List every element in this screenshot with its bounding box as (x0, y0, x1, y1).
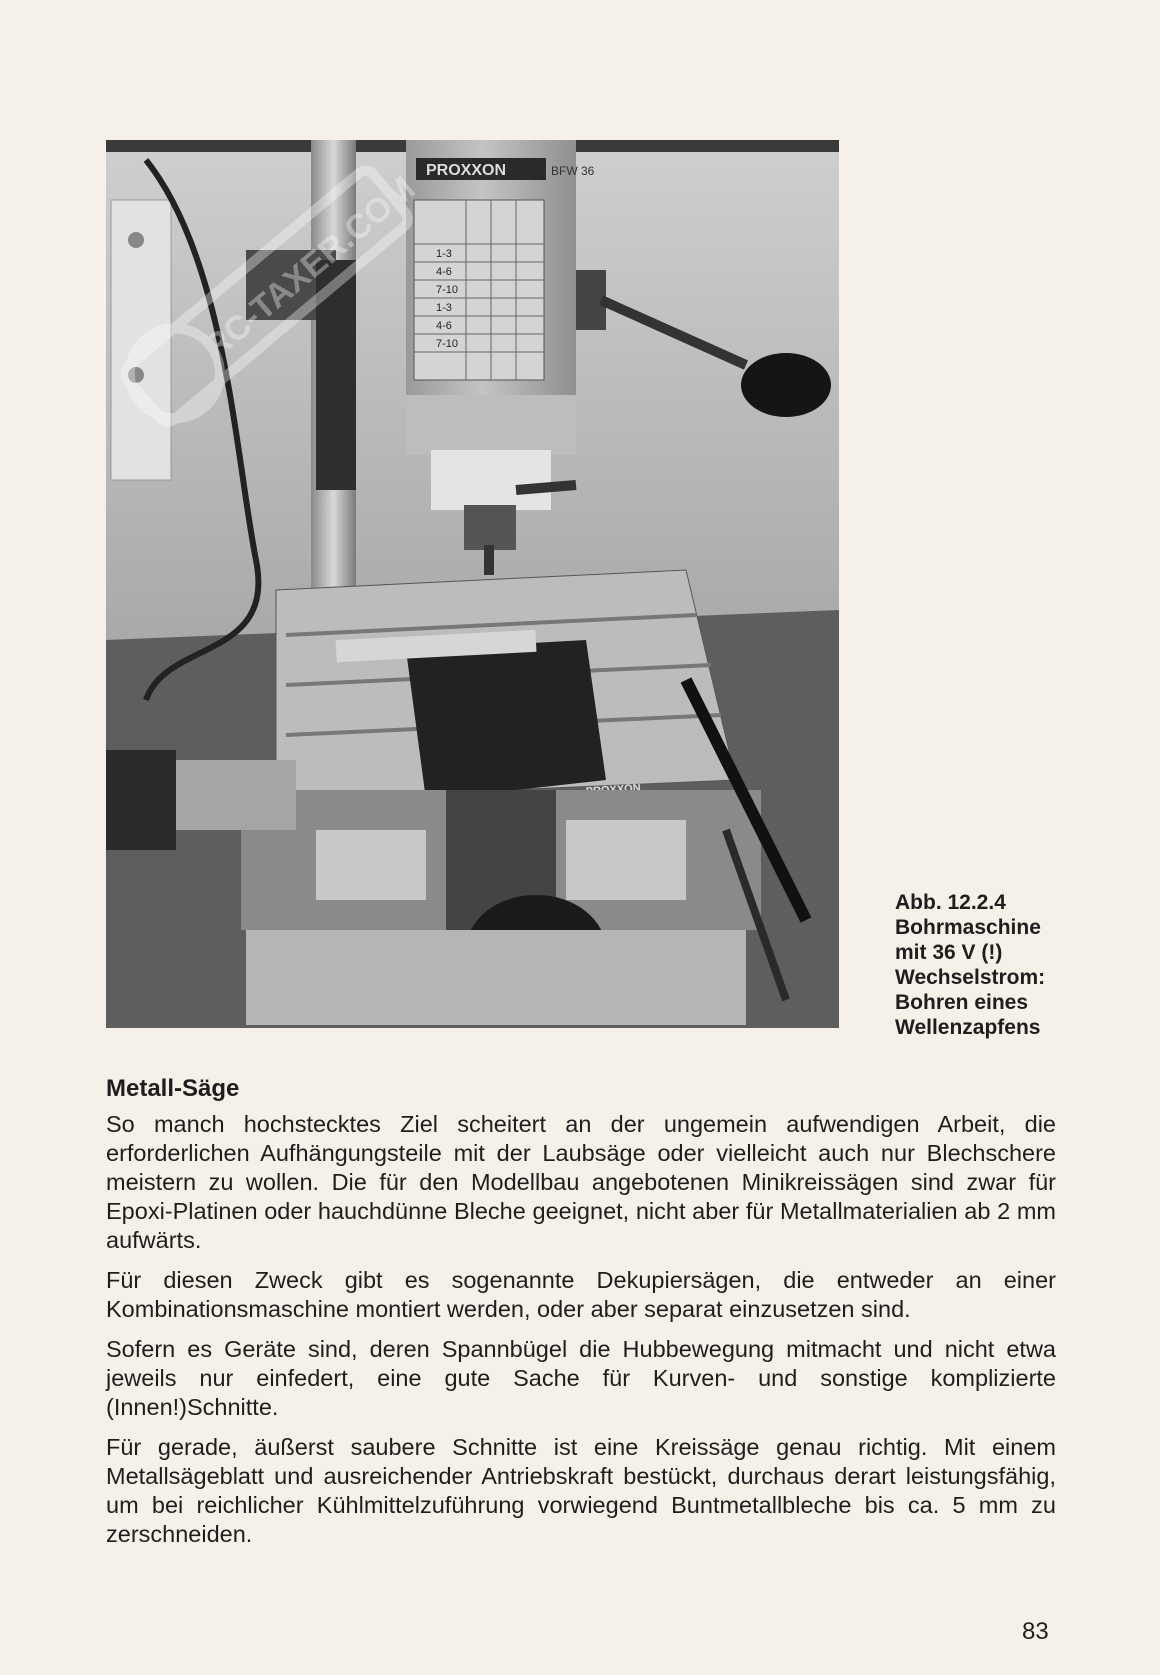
table-row-label: 4-6 (436, 320, 452, 332)
table-row-label: 7-10 (436, 338, 459, 350)
table-row-label: 7-10 (436, 284, 459, 296)
table-row-label: 1-3 (436, 302, 452, 314)
figure-caption (895, 890, 1095, 1040)
model-label: BFW 36 (551, 164, 595, 178)
paragraph: So manch hochstecktes Ziel scheitert an der ungemein aufwendigen Arbeit, die erforderlichen Aufhängungsteile mit der Laubsäge oder vielleicht auch nur Blechschere meistern zu wollen. Die für den Modellbau angebotenen Minikreissägen sind zwar für Epoxi-Platinen oder hauchdünne Bleche geeignet, nicht aber für Metallmaterialien ab 2 mm aufwärts. (106, 1111, 1056, 1253)
brand-label-top: PROXXON (426, 162, 507, 179)
caption-line: Bohren eines (895, 991, 1029, 1014)
watermark-stamp (90, 90, 450, 510)
watermark-text: RC-TAXER.COM (197, 169, 423, 367)
caption-line: Bohrmaschine (895, 916, 1041, 939)
caption-line: mit 36 V (!) (895, 941, 1003, 964)
section-heading: Metall-Säge (106, 1075, 240, 1102)
paragraph: Für gerade, äußerst saubere Schnitte ist eine Kreissäge genau richtig. Mit einem Metallsägeblatt und ausreichender Antriebskraft bestückt, durchaus derart leistungsfähig, um bei reichlicher Kühlmittelzuführung vorwiegend Buntmetallbleche bis ca. 5 mm zu zerschneiden. (106, 1434, 1056, 1547)
paragraph: Für diesen Zweck gibt es sogenannte Dekupiersägen, die entweder an einer Kombinationsmaschine montiert werden, oder aber separat einzusetzen sind. (106, 1267, 1056, 1322)
paragraph: Sofern es Geräte sind, deren Spannbügel die Hubbewegung mitmacht und nicht etwa jeweils nur einfedert, eine gute Sache für Kurven- und sonstige komplizierte (Innen!)Schnitte. (106, 1336, 1056, 1420)
caption-line: Wechselstrom: (895, 966, 1046, 989)
table-row-label: 1-3 (436, 248, 452, 260)
caption-line: Wellenzapfens (895, 1016, 1041, 1039)
caption-line: Abb. 12.2.4 (895, 891, 1006, 914)
body-text (106, 1110, 1056, 1560)
page-number: 83 (1022, 1618, 1049, 1645)
table-row-label: 4-6 (436, 266, 452, 278)
